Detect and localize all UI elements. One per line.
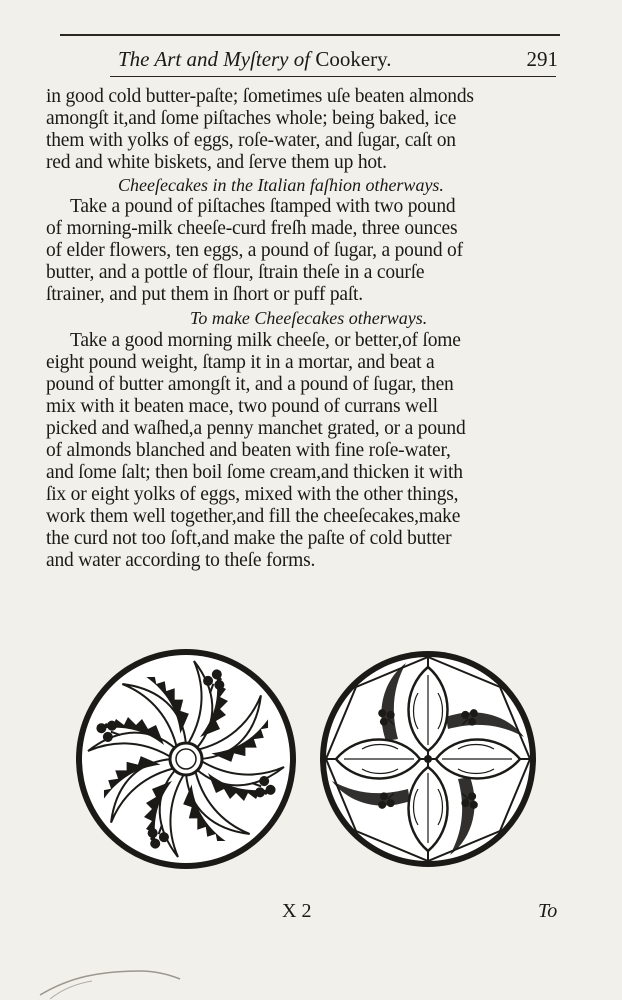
- left-pinwheel-form: [76, 649, 296, 869]
- recipe-heading-otherways: To make Cheeſecakes otherways.: [190, 308, 428, 328]
- text-line: them with yolks of eggs, roſe-water, and ſugar, caſt on: [46, 130, 456, 151]
- margin-scribble: [30, 965, 190, 1000]
- signature-mark: X 2: [282, 900, 312, 922]
- text-line: butter, and a pottle of flour, ſtrain theſe in a courſe: [46, 262, 425, 283]
- text-line: work them well together,and fill the cheeſecakes,make: [46, 506, 461, 527]
- text-line: picked and waſhed,a penny manchet grated, or a pound: [46, 418, 466, 439]
- text-line: the curd not too ſoft,and make the paſte of cold butter: [46, 528, 452, 549]
- running-title-roman: Cookery.: [315, 47, 392, 71]
- right-leaf-form: [320, 651, 536, 867]
- recipe-heading-italian: Cheeſecakes in the Italian faſhion otherways.: [118, 175, 444, 195]
- top-rule: [60, 34, 560, 36]
- text-line: amongſt it,and ſome piſtaches whole; being baked, ice: [46, 108, 457, 129]
- text-line: ſtrainer, and put them in ſhort or puff paſt.: [46, 284, 363, 305]
- text-line: Take a good morning milk cheeſe, or better,of ſome: [70, 330, 461, 351]
- text-line: of morning-milk cheeſe-curd freſh made, three ounces: [46, 218, 458, 239]
- text-line: eight pound weight, ſtamp it in a mortar, and beat a: [46, 352, 435, 373]
- page-number: 291: [526, 47, 558, 71]
- text-line: in good cold butter-paſte; ſometimes uſe beaten almonds: [46, 86, 474, 107]
- text-line: ſix or eight yolks of eggs, mixed with the other things,: [46, 484, 459, 505]
- text-line: and ſome ſalt; then boil ſome cream,and thicken it with: [46, 462, 463, 483]
- text-line: of almonds blanched and beaten with fine roſe-water,: [46, 440, 451, 461]
- text-line: and water according to theſe forms.: [46, 550, 316, 571]
- text-line: of elder flowers, ten eggs, a pound of ſugar, a pound of: [46, 240, 463, 261]
- running-title-italic: The Art and Myſtery of: [118, 47, 311, 71]
- text-line: mix with it beaten mace, two pound of currans well: [46, 396, 438, 417]
- text-line: red and white biskets, and ſerve them up hot.: [46, 152, 387, 173]
- header-underline: [110, 76, 556, 77]
- running-head: [118, 44, 558, 74]
- running-title: [118, 47, 392, 71]
- cheesecake-forms-woodcut: [68, 644, 558, 874]
- catchword: To: [538, 900, 558, 922]
- text-line: pound of butter amongſt it, and a pound of ſugar, then: [46, 374, 454, 395]
- text-line: Take a pound of piſtaches ſtamped with two pound: [70, 196, 456, 217]
